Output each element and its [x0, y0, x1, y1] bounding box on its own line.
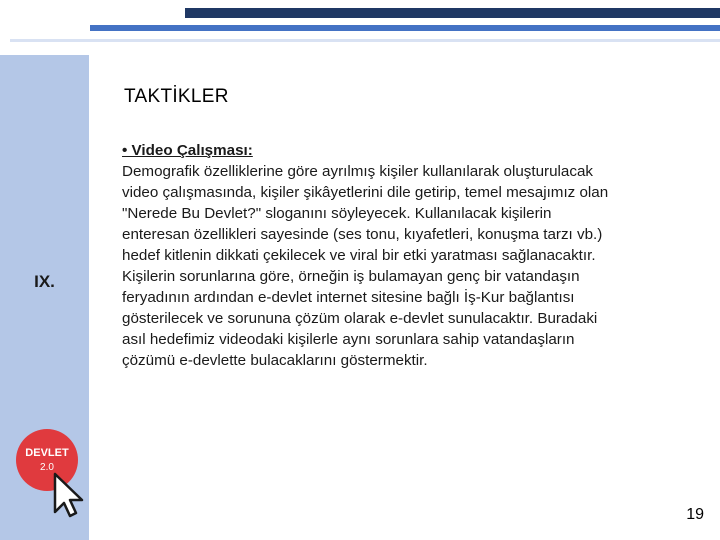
body-line: asıl hedefimiz videodaki kişilerle aynı sorunlara sahip vatandaşların — [122, 331, 575, 348]
slide-body — [122, 140, 707, 371]
body-line: video çalışmasında, kişiler şikâyetlerini dile getirip, temel mesajımız olan — [122, 184, 609, 201]
top-decor-bar-dark — [185, 8, 720, 18]
section-number: IX. — [34, 272, 55, 291]
slide-title: TAKTİKLER — [124, 86, 229, 107]
bullet-heading: • Video Çalışması: — [122, 142, 253, 159]
body-text — [122, 161, 707, 371]
logo-circle — [16, 429, 78, 491]
body-line: Kişilerin sorunlarına göre, örneğin iş bulamayan genç bir vatandaşın — [122, 268, 580, 285]
top-decor-bar-mid — [90, 25, 720, 31]
page-number: 19 — [686, 506, 704, 523]
body-line: enteresan özellikleri sayesinde (ses tonu, kıyafetleri, konuşma tarzı vb.) — [122, 226, 603, 243]
body-line: "Nerede Bu Devlet?" sloganını söyleyecek. Kullanılacak kişilerin — [122, 205, 552, 222]
body-line: feryadının ardından e-devlet internet sitesine bağlı İş-Kur bağlantısı — [122, 289, 575, 306]
body-line: çözümü e-devlette bulacaklarını göstermektir. — [122, 352, 428, 369]
logo-text-line1: DEVLET — [25, 447, 69, 459]
top-decor-bar-light — [10, 39, 720, 42]
body-line: gösterilecek ve sorununa çözüm olarak e-devlet sunulacaktır. Buradaki — [122, 310, 598, 327]
logo-text-line2: 2.0 — [40, 462, 54, 473]
devlet-logo — [15, 428, 85, 518]
body-line: Demografik özelliklerine göre ayrılmış kişiler kullanılarak oluşturulacak — [122, 163, 593, 180]
body-line: hedef kitlenin dikkati çekilecek ve viral bir etki yaratması sağlanacaktır. — [122, 247, 596, 264]
